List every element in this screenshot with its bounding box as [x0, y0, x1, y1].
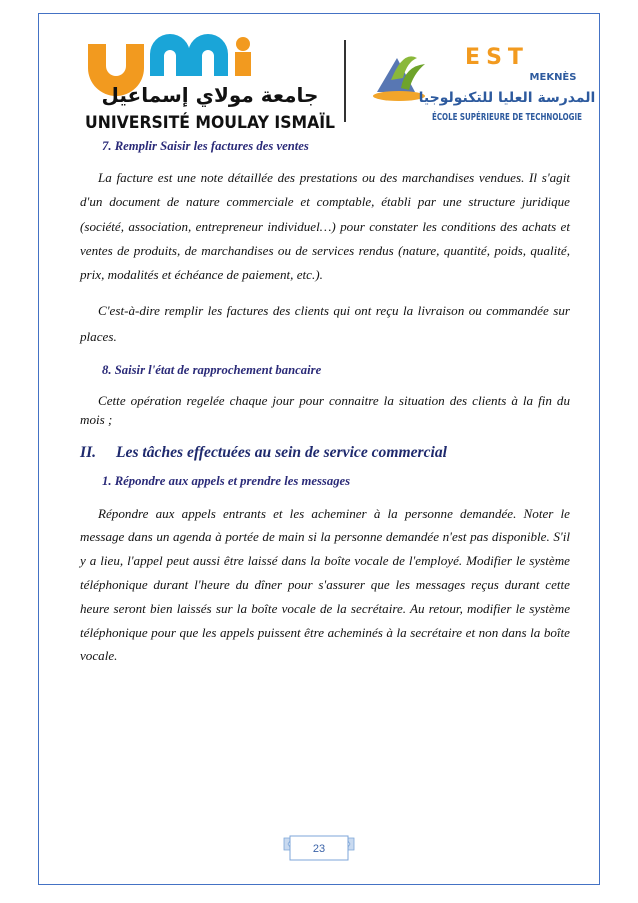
section-7-title: 7. Remplir Saisir les factures des ventes — [102, 139, 309, 153]
section-1-paragraph-1: Répondre aux appels entrants et les acheminer à la personne demandée. Noter le message dans un agenda à portée de main si la personne demandée n'est pas disponible. S'il y a lieu, l'appel peut aussi être laissé dans la boîte vocale de l'employé. Modifier le système téléphonique durant l'heure du dîner pour s'assurer que les messages reçus durant cette heure seront bien laissés sur la boîte vocale de la secrétaire. Au retour, modifier le système téléphonique pour que les appels puissent être acheminés à la secrétaire et non dans la boîte vocale. — [80, 505, 570, 664]
est-short-name: EST — [465, 45, 529, 70]
section-8-title: 8. Saisir l'état de rapprochement bancaire — [102, 363, 322, 378]
page-header — [44, 22, 633, 133]
section-7-paragraph-2: C'est-à-dire remplir les factures des clients qui ont reçu la livraison ou commandée sur places. — [80, 303, 570, 345]
umi-arabic-name: جامعة مولاي إسماعيل — [101, 83, 319, 107]
part-2-number: II. — [80, 443, 97, 461]
page-number: 23 — [312, 843, 326, 855]
logo-divider — [344, 40, 346, 122]
umi-logo — [80, 36, 357, 136]
est-arabic-name: المدرسة العليا للتكنولوجيا — [418, 90, 596, 106]
umi-french-name: UNIVERSITÉ MOULAY ISMAÏL — [85, 113, 357, 133]
main-content — [80, 136, 570, 668]
section-8-paragraph-1: Cette opération regelée chaque jour pour connaitre la situation des clients à la fin du mois ; — [80, 393, 570, 428]
est-logo — [357, 40, 633, 126]
part-2-heading — [80, 443, 570, 463]
part-2-title: Les tâches effectuées au sein de service commercial — [116, 443, 447, 461]
est-city: MEKNÈS — [529, 72, 577, 83]
est-french-name: ÉCOLE SUPÉRIEURE DE TECHNOLOGIE — [432, 112, 633, 123]
page-number-tag — [282, 834, 356, 864]
section-7-paragraph-1: La facture est une note détaillée des prestations ou des marchandises vendues. Il s'agit d'un document de nature commerciale et comptable, établi par une structure juridique (société, association, entrepreneur individuel…) pour constater les conditions des achats et ventes de produits, de marchandises ou de services rendus (nature, quantité, poids, qualité, prix, modalités et échéance de paiement, etc.). — [80, 170, 570, 283]
section-1-title: 1. Répondre aux appels et prendre les messages — [102, 473, 351, 488]
